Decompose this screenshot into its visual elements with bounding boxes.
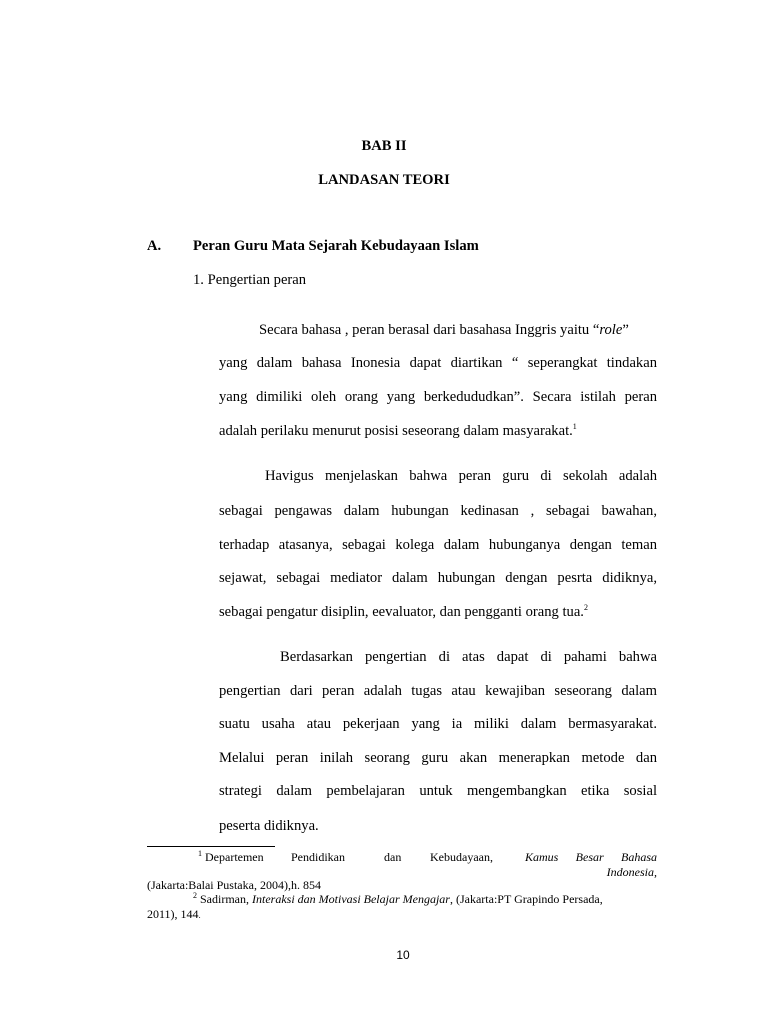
paragraph-2-line-1: Havigus menjelaskan bahwa peran guru di sekolah adalah	[265, 468, 657, 484]
subsection-heading: 1. Pengertian peran	[193, 272, 307, 288]
footnote-1-book-title: Kamus Besar Bahasa	[525, 850, 657, 864]
footnote-1-label: $^1$ Departemen	[198, 849, 264, 864]
footnote-1-word-2: Pendidikan	[291, 850, 345, 864]
chapter-title: LANDASAN TEORI	[318, 172, 450, 188]
footnote-1-publisher: (Jakarta:Balai Pustaka, 2004),h. 854	[147, 878, 321, 892]
paragraph-3-line-3: suatu usaha atau pekerjaan yang ia miliki dalam bermasyarakat.	[219, 716, 657, 732]
section-letter: A.	[147, 238, 162, 254]
footnote-1-word-4: Kebudayaan,	[430, 850, 493, 864]
paragraph-3-line-6: peserta didiknya.	[219, 818, 319, 834]
paragraph-1-line-1: Secara bahasa , peran berasal dari basahasa Inggris yaitu “role”	[259, 322, 629, 338]
chapter-label: BAB II	[361, 138, 407, 154]
footnote-ref-1[interactable]: 1	[572, 422, 577, 432]
paragraph-1-line-2: yang dalam bahasa Inonesia dapat diartikan “ seperangkat tindakan	[219, 355, 657, 371]
paragraph-3-line-2: pengertian dari peran adalah tugas atau kewajiban seseorang dalam	[219, 683, 657, 699]
page-number: 10	[396, 948, 410, 962]
paragraph-1-line-4: adalah perilaku menurut posisi seseorang dalam masyarakat.$^1$	[219, 422, 577, 439]
paragraph-2-line-3: terhadap atasanya, sebagai kolega dalam hubunganya dengan teman	[219, 537, 657, 553]
paragraph-2-line-5: sebagai pengatur disiplin, eevaluator, dan pengganti orang tua.$^2$	[219, 603, 588, 620]
paragraph-3-line-5: strategi dalam pembelajaran untuk mengembangkan etika sosial	[219, 783, 657, 799]
footnote-ref-2[interactable]: 2	[583, 603, 588, 613]
footnote-separator	[147, 846, 275, 847]
footnote-1-book-title-cont: Indonesia,	[606, 865, 657, 879]
paragraph-2-line-2: sebagai pengawas dalam hubungan kedinasan , sebagai bawahan,	[219, 503, 657, 519]
paragraph-2-line-4: sejawat, sebagai mediator dalam hubungan dengan pesrta didiknya,	[219, 570, 657, 586]
paragraph-1-line-3: yang dimiliki oleh orang yang berkedududkan”. Secara istilah peran	[219, 389, 657, 405]
footnote-2-line-2: 2011), 144.	[147, 907, 201, 921]
footnote-1-word-3: dan	[384, 850, 402, 864]
footnote-2-line-1: $^2$ Sadirman, Interaksi dan Motivasi Belajar Mengajar, (Jakarta:PT Grapindo Persada,	[193, 891, 603, 906]
paragraph-3-line-1: Berdasarkan pengertian di atas dapat di pahami bahwa	[280, 649, 657, 665]
section-heading: Peran Guru Mata Sejarah Kebudayaan Islam	[193, 238, 479, 254]
paragraph-3-line-4: Melalui peran inilah seorang guru akan menerapkan metode dan	[219, 750, 657, 766]
